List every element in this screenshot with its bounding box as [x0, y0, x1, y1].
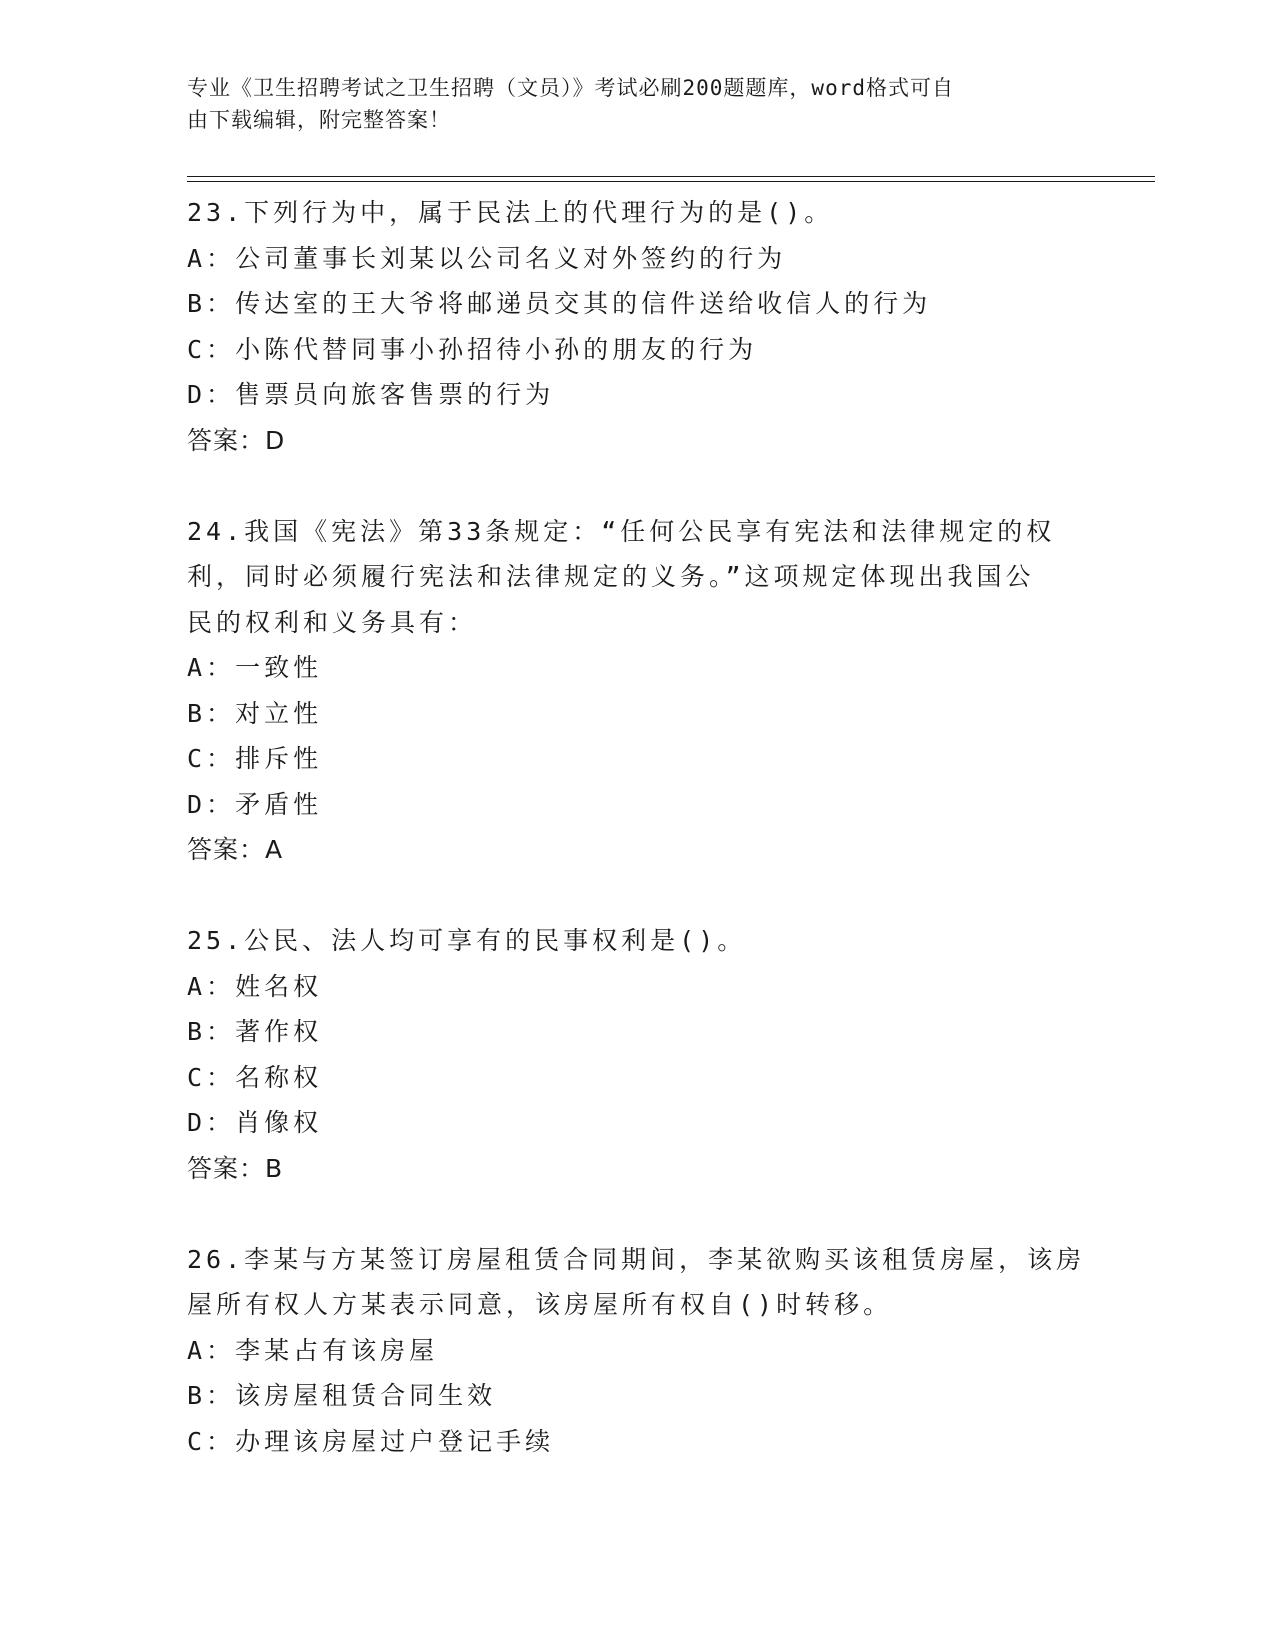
header-line-1: 专业《卫生招聘考试之卫生招聘（文员）》考试必刷200题题库，word格式可自	[187, 76, 954, 100]
option-text: 对立性	[235, 698, 323, 728]
option-c	[187, 1419, 1087, 1465]
option-key: C：	[187, 1062, 236, 1092]
option-key: B：	[187, 698, 236, 728]
option-text: 小陈代替同事小孙招待小孙的朋友的行为	[235, 334, 758, 364]
option-text: 该房屋租赁合同生效	[235, 1381, 497, 1410]
option-text: 办理该房屋过户登记手续	[235, 1426, 555, 1456]
option-b	[187, 1009, 1087, 1055]
header-divider-top	[187, 176, 1155, 177]
option-text: 肖像权	[235, 1108, 323, 1137]
option-c	[187, 736, 1087, 782]
header-line-2: 由下载编辑，附完整答案！	[187, 108, 451, 132]
option-c	[187, 1055, 1087, 1101]
option-key: D：	[187, 1108, 236, 1137]
option-key: A：	[187, 971, 236, 1001]
question-26	[187, 1237, 1087, 1465]
option-key: C：	[187, 744, 236, 773]
option-d	[187, 372, 1087, 418]
option-key: A：	[187, 653, 236, 682]
option-key: B：	[187, 1017, 236, 1046]
question-25	[187, 918, 1087, 1191]
option-b	[187, 281, 1087, 327]
option-text: 一致性	[235, 653, 323, 682]
option-text: 排斥性	[235, 744, 323, 773]
question-list	[187, 190, 1087, 1464]
answer-line: 答案：D	[187, 425, 286, 455]
option-text: 著作权	[235, 1017, 323, 1046]
question-stem: 25.公民、法人均可享有的民事权利是()。	[187, 926, 747, 955]
option-key: A：	[187, 243, 236, 273]
option-d	[187, 782, 1087, 828]
option-text: 李某占有该房屋	[235, 1335, 439, 1365]
option-key: D：	[187, 380, 236, 409]
question-23	[187, 190, 1087, 463]
option-a	[187, 236, 1087, 282]
option-a	[187, 964, 1087, 1010]
option-key: D：	[187, 789, 236, 819]
question-stem-line-3: 民的权利和义务具有：	[187, 607, 478, 637]
option-key: B：	[187, 1381, 236, 1410]
answer-line: 答案：B	[187, 1153, 284, 1183]
option-key: B：	[187, 289, 236, 318]
option-key: A：	[187, 1335, 236, 1365]
option-text: 传达室的王大爷将邮递员交其的信件送给收信人的行为	[235, 289, 932, 318]
page-header	[187, 72, 1067, 136]
question-stem-line-2: 利，同时必须履行宪法和法律规定的义务。”这项规定体现出我国公	[187, 562, 1035, 591]
option-b	[187, 691, 1087, 737]
question-stem-line-2: 屋所有权人方某表示同意，该房屋所有权自()时转移。	[187, 1290, 893, 1319]
option-d	[187, 1100, 1087, 1146]
header-divider-bottom	[187, 181, 1155, 182]
option-a	[187, 645, 1087, 691]
option-text: 售票员向旅客售票的行为	[235, 380, 555, 409]
option-key: C：	[187, 334, 236, 364]
question-stem-line-1: 24.我国《宪法》第33条规定：“任何公民享有宪法和法律规定的权	[187, 516, 1056, 546]
option-a	[187, 1328, 1087, 1374]
question-stem: 23.下列行为中，属于民法上的代理行为的是()。	[187, 198, 834, 227]
option-c	[187, 327, 1087, 373]
option-text: 矛盾性	[235, 789, 323, 819]
option-b	[187, 1373, 1087, 1419]
question-24	[187, 509, 1087, 873]
option-text: 公司董事长刘某以公司名义对外签约的行为	[235, 243, 787, 273]
answer-line: 答案：A	[187, 835, 284, 864]
option-key: C：	[187, 1426, 236, 1456]
question-stem-line-1: 26.李某与方某签订房屋租赁合同期间，李某欲购买该租赁房屋，该房	[187, 1244, 1086, 1274]
option-text: 名称权	[235, 1062, 323, 1092]
option-text: 姓名权	[235, 971, 323, 1001]
